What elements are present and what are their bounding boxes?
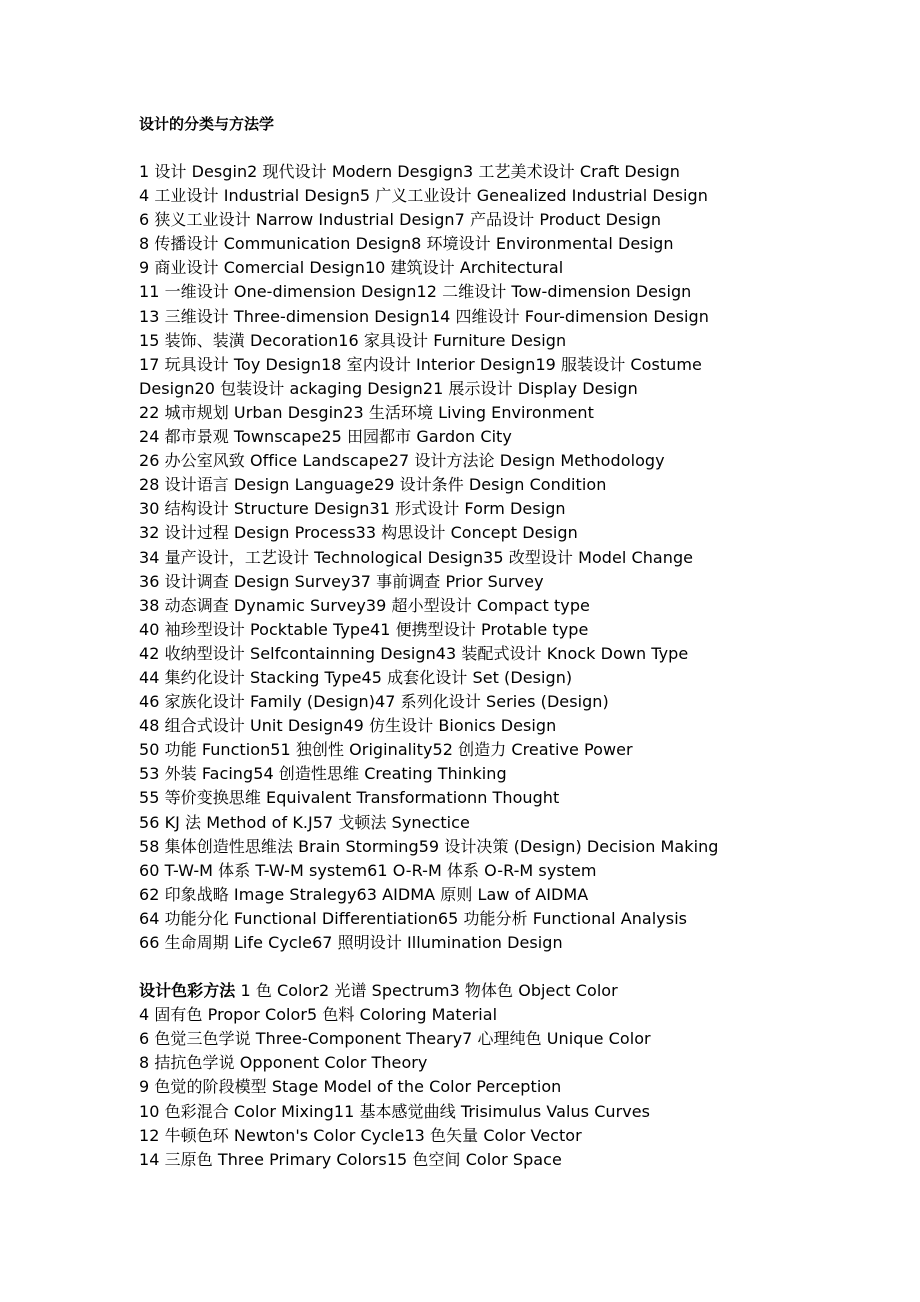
list-line: 40 袖珍型设计 Pocktable Type41 便携型设计 Protable type [139,619,589,639]
list-line: 34 量产设计，工艺设计 Technological Design35 改型设计 Model Change [139,547,694,567]
document-page [139,112,899,1172]
list-line: 53 外装 Facing54 创造性思维 Creating Thinking [139,764,507,784]
list-line: 64 功能分化 Functional Differentiation65 功能分析 Functional Analysis [139,908,688,928]
list-line: 4 工业设计 Industrial Design5 广义工业设计 Genealized Industrial Design [139,186,708,206]
list-line: 10 色彩混合 Color Mixing11 基本感觉曲线 Trisimulus Valus Curves [139,1101,651,1121]
list-line: 14 三原色 Three Primary Colors15 色空间 Color Space [139,1149,562,1169]
list-line: 60 T-W-M 体系 T-W-M system61 O-R-M 体系 O-R-M system [139,860,597,880]
list-line: 6 狭义工业设计 Narrow Industrial Design7 产品设计 Product Design [139,210,662,230]
list-line: 9 商业设计 Comercial Design10 建筑设计 Architectural [139,258,564,278]
list-line: 1 设计 Desgin2 现代设计 Modern Desgign3 工艺美术设计 Craft Design [139,162,680,181]
list-line: 38 动态调查 Dynamic Survey39 超小型设计 Compact type [139,595,590,615]
list-line: 11 一维设计 One-dimension Design12 二维设计 Tow-dimension Design [139,282,692,302]
list-line: 28 设计语言 Design Language29 设计条件 Design Condition [139,475,607,495]
list-line: 36 设计调查 Design Survey37 事前调查 Prior Survey [139,571,544,591]
list-line: 24 都市景观 Townscape25 田园都市 Gardon City [139,427,512,447]
list-line: 4 固有色 Propor Color5 色料 Coloring Material [139,1005,498,1025]
list-line: 42 收纳型设计 Selfcontainning Design43 装配式设计 Knock Down Type [139,643,689,663]
list-line: Design20 包装设计 ackaging Design21 展示设计 Display Design [139,378,638,398]
list-line: 58 集体创造性思维法 Brain Storming59 设计决策 (Design) Decision Making [139,836,719,856]
list-line: 6 色觉三色学说 Three-Component Theary7 心理纯色 Unique Color [139,1029,651,1049]
list-line: 50 功能 Function51 独创性 Originality52 创造力 Creative Power [139,740,633,760]
design-color-section [139,979,899,1172]
list-line [139,979,899,1003]
document-title: 设计的分类与方法学 [139,115,275,133]
list-line: 30 结构设计 Structure Design31 形式设计 Form Design [139,499,566,519]
list-line: 26 办公室风致 Office Landscape27 设计方法论 Design Methodology [139,451,665,471]
list-line: 46 家族化设计 Family (Design)47 系列化设计 Series (Design) [139,692,609,712]
list-line: 8 拮抗色学说 Opponent Color Theory [139,1053,428,1073]
list-line: 8 传播设计 Communication Design8 环境设计 Environmental Design [139,234,674,254]
list-line: 12 牛顿色环 Newton's Color Cycle13 色矢量 Color Vector [139,1125,582,1145]
list-line: 15 装饰、装潢 Decoration16 家具设计 Furniture Design [139,330,567,350]
list-line: 55 等价变换思维 Equivalent Transformationn Thought [139,788,560,808]
section-heading: 设计色彩方法 [139,981,236,1001]
list-line: 56 KJ 法 Method of K.J57 戈顿法 Synectice [139,812,470,832]
list-line: 62 印象战略 Image Stralegy63 AIDMA 原则 Law of AIDMA [139,884,589,904]
section-spacer [139,955,899,979]
list-line: 13 三维设计 Three-dimension Design14 四维设计 Four-dimension Design [139,306,709,326]
list-line: 9 色觉的阶段模型 Stage Model of the Color Perception [139,1077,562,1097]
list-line: 17 玩具设计 Toy Design18 室内设计 Interior Design19 服装设计 Costume [139,354,702,374]
list-line: 66 生命周期 Life Cycle67 照明设计 Illumination Design [139,933,563,952]
list-line-text: 1 色 Color2 光谱 Spectrum3 物体色 Object Color [235,981,618,1001]
list-line: 48 组合式设计 Unit Design49 仿生设计 Bionics Design [139,716,557,736]
list-line: 32 设计过程 Design Process33 构思设计 Concept Design [139,523,578,543]
list-line: 22 城市规划 Urban Desgin23 生活环境 Living Environment [139,402,594,422]
design-classification-section [139,160,899,955]
list-line: 44 集约化设计 Stacking Type45 成套化设计 Set (Design) [139,667,573,687]
